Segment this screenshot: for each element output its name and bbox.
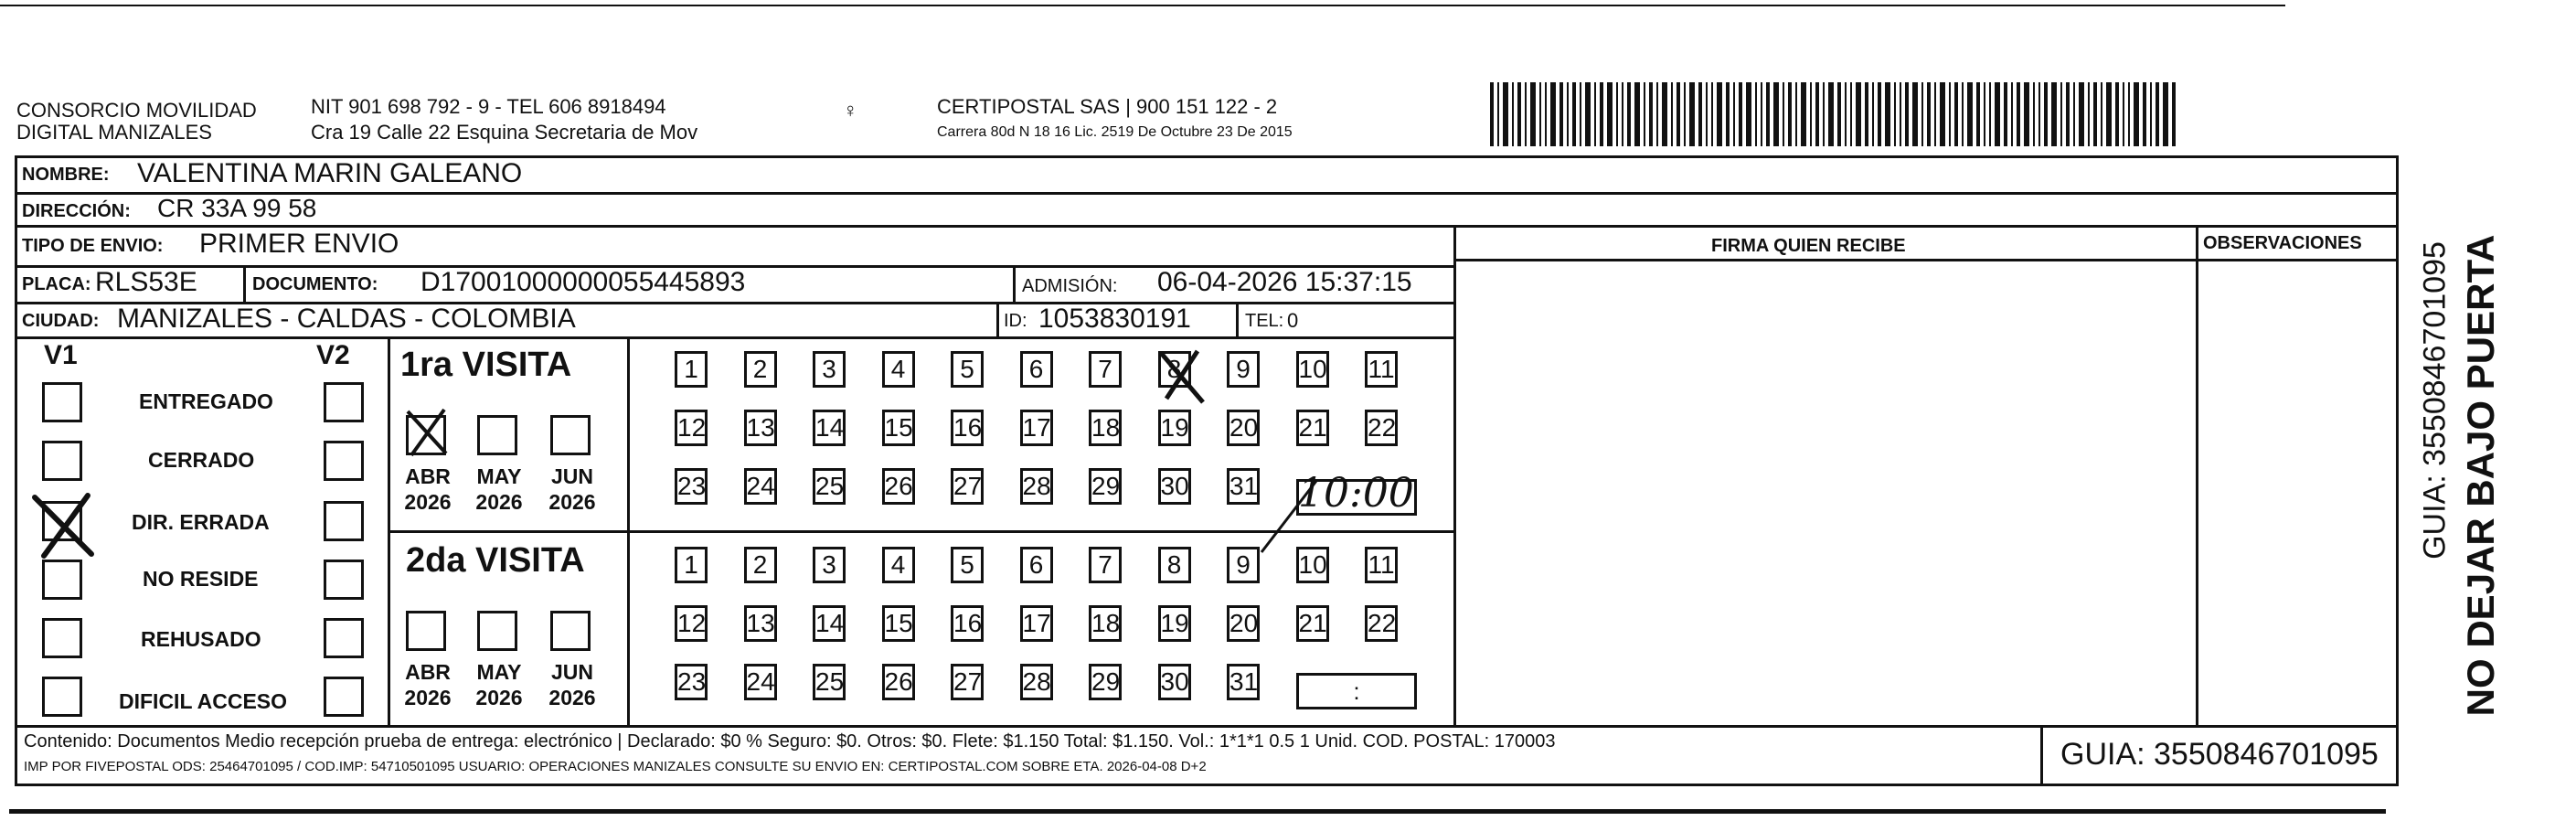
side-notice: NO DEJAR BAJO PUERTA (2459, 234, 2502, 717)
first-visit-day-14-box[interactable]: 14 (813, 410, 846, 446)
status-label: CERRADO (148, 448, 255, 472)
checkmark-x-icon (1155, 346, 1210, 410)
cell-divider (1013, 265, 1016, 302)
status-v1-cerrado-checkbox[interactable] (42, 441, 82, 481)
month-label: ABR (405, 660, 451, 684)
cell-divider (1236, 302, 1239, 336)
row-divider (15, 225, 2399, 228)
row-divider (15, 192, 2399, 195)
second-visit-day-23-box[interactable]: 23 (675, 664, 708, 700)
second-visit-day-31-box[interactable]: 31 (1227, 664, 1260, 700)
first-visit-day-28-box[interactable]: 28 (1020, 468, 1053, 505)
ciudad-label: CIUDAD: (22, 311, 100, 331)
first-visit-day-15-box[interactable]: 15 (882, 410, 915, 446)
footer-contents: Contenido: Documentos Medio recepción prueba de entrega: electrónico | Declarado: $0 % Seguro: $0. Otros: $0. Flete: $1.150 Total: $1.150. Vol.: 1*1*1 0.5 1 Unid. COD. POSTAL: 170003 (24, 731, 1556, 752)
second-visit-day-9-box[interactable]: 9 (1227, 547, 1260, 583)
month-label: ABR (405, 464, 451, 488)
first-visit-day-18-box[interactable]: 18 (1089, 410, 1122, 446)
direccion-value: CR 33A 99 58 (157, 194, 317, 222)
placa-value: RLS53E (95, 267, 197, 297)
month-label: MAY (476, 660, 522, 684)
second-visit-day-2-box[interactable]: 2 (744, 547, 777, 583)
row-divider (15, 336, 1455, 339)
second-visit-day-18-box[interactable]: 18 (1089, 605, 1122, 642)
second-visit-time-field[interactable]: : (1296, 673, 1417, 709)
footer-col-divider (2040, 725, 2043, 786)
second-visit-day-26-box[interactable]: 26 (882, 664, 915, 700)
status-v2-rehusado-checkbox[interactable] (324, 618, 364, 658)
observations-area[interactable] (2203, 265, 2395, 722)
second-visit-day-19-box[interactable]: 19 (1158, 605, 1191, 642)
first-visit-day-19-box[interactable]: 19 (1158, 410, 1191, 446)
side-guia: GUIA: 3550846701095 (2417, 241, 2453, 560)
first-visit-day-24-box[interactable]: 24 (744, 468, 777, 505)
status-label: NO RESIDE (143, 567, 259, 591)
second-visit-day-10-box[interactable]: 10 (1296, 547, 1329, 583)
header-divider (1455, 259, 2399, 261)
second-visit-month-may-checkbox[interactable] (477, 611, 517, 651)
second-visit-day-22-box[interactable]: 22 (1365, 605, 1398, 642)
first-visit-day-1-box[interactable]: 1 (675, 351, 708, 388)
company-nit: NIT 901 698 792 - 9 - TEL 606 8918494 (311, 95, 666, 118)
first-visit-day-27-box[interactable]: 27 (951, 468, 984, 505)
month-label: JUN (550, 464, 593, 488)
first-visit-title: 1ra VISITA (400, 346, 572, 384)
year-label: 2026 (475, 686, 523, 709)
first-visit-day-31-box[interactable]: 31 (1227, 468, 1260, 505)
second-visit-day-4-box[interactable]: 4 (882, 547, 915, 583)
first-visit-day-8-box[interactable]: 8 (1158, 351, 1191, 388)
direccion-label: DIRECCIÓN: (22, 201, 131, 221)
cut-line-top (0, 5, 2285, 6)
first-visit-time-handwritten: 10:00 (1298, 470, 1414, 517)
second-visit-day-24-box[interactable]: 24 (744, 664, 777, 700)
first-visit-day-22-box[interactable]: 22 (1365, 410, 1398, 446)
first-visit-day-11-box[interactable]: 11 (1365, 351, 1398, 388)
second-visit-day-7-box[interactable]: 7 (1089, 547, 1122, 583)
status-v1-entregado-checkbox[interactable] (42, 382, 82, 422)
year-label: 2026 (404, 490, 452, 514)
first-visit-day-13-box[interactable]: 13 (744, 410, 777, 446)
cell-divider (996, 302, 999, 336)
first-visit-day-29-box[interactable]: 29 (1089, 468, 1122, 505)
second-visit-day-21-box[interactable]: 21 (1296, 605, 1329, 642)
second-visit-day-15-box[interactable]: 15 (882, 605, 915, 642)
second-visit-day-30-box[interactable]: 30 (1158, 664, 1191, 700)
status-label: ENTREGADO (139, 389, 273, 413)
second-visit-day-17-box[interactable]: 17 (1020, 605, 1053, 642)
admision-label: ADMISIÓN: (1022, 276, 1118, 296)
first-visit-day-23-box[interactable]: 23 (675, 468, 708, 505)
status-label: DIFICIL ACCESO (119, 689, 288, 713)
second-visit-day-5-box[interactable]: 5 (951, 547, 984, 583)
tipo-envio-value: PRIMER ENVIO (199, 229, 399, 259)
status-v1-dificil-acceso-checkbox[interactable] (42, 677, 82, 717)
cut-line-bottom (9, 809, 2386, 814)
second-visit-day-28-box[interactable]: 28 (1020, 664, 1053, 700)
courier-name: CERTIPOSTAL SAS | 900 151 122 - 2 (937, 95, 1278, 118)
first-visit-day-6-box[interactable]: 6 (1020, 351, 1053, 388)
status-v2-cerrado-checkbox[interactable] (324, 441, 364, 481)
company-name-line1: CONSORCIO MOVILIDAD (16, 99, 257, 122)
id-value: 1053830191 (1038, 304, 1191, 334)
status-label: REHUSADO (141, 627, 261, 651)
observaciones-header: OBSERVACIONES (2203, 233, 2362, 253)
footer-print-info: IMP POR FIVEPOSTAL ODS: 25464701095 / COD.IMP: 54710501095 USUARIO: OPERACIONES MANIZALES CONSULTE SU ENVIO EN: CERTIPOSTAL.COM SOBRE ETA. 2026-04-08 D+2 (24, 759, 1207, 774)
second-visit-day-29-box[interactable]: 29 (1089, 664, 1122, 700)
admision-value: 06-04-2026 15:37:15 (1157, 267, 1412, 297)
documento-value: D17001000000055445893 (420, 267, 746, 297)
year-label: 2026 (404, 686, 452, 709)
second-visit-day-25-box[interactable]: 25 (813, 664, 846, 700)
v2-header: V2 (316, 340, 350, 370)
second-visit-day-20-box[interactable]: 20 (1227, 605, 1260, 642)
year-label: 2026 (548, 490, 596, 514)
status-v2-entregado-checkbox[interactable] (324, 382, 364, 422)
status-v2-no-reside-checkbox[interactable] (324, 560, 364, 600)
second-visit-day-11-box[interactable]: 11 (1365, 547, 1398, 583)
signature-area[interactable] (1461, 265, 2192, 722)
nombre-label: NOMBRE: (22, 165, 110, 185)
first-visit-day-2-box[interactable]: 2 (744, 351, 777, 388)
first-visit-day-3-box[interactable]: 3 (813, 351, 846, 388)
status-v1-no-reside-checkbox[interactable] (42, 560, 82, 600)
ciudad-value: MANIZALES - CALDAS - COLOMBIA (117, 304, 576, 334)
v1-header: V1 (44, 340, 78, 370)
first-visit-day-10-box[interactable]: 10 (1296, 351, 1329, 388)
second-visit-month-abr-checkbox[interactable] (406, 611, 446, 651)
second-visit-day-27-box[interactable]: 27 (951, 664, 984, 700)
first-visit-month-jun-checkbox[interactable] (550, 415, 591, 455)
tel-label: TEL: (1245, 311, 1284, 331)
month-label: MAY (476, 464, 522, 488)
status-v2-dir-errada-checkbox[interactable] (324, 501, 364, 541)
tipo-envio-label: TIPO DE ENVIO: (22, 236, 164, 256)
second-visit-month-jun-checkbox[interactable] (550, 611, 591, 651)
footer-guia: GUIA: 3550846701095 (2060, 737, 2379, 772)
first-visit-day-5-box[interactable]: 5 (951, 351, 984, 388)
id-label: ID: (1004, 311, 1027, 331)
documento-label: DOCUMENTO: (252, 274, 378, 294)
pen-stroke (1252, 475, 1325, 558)
first-visit-day-21-box[interactable]: 21 (1296, 410, 1329, 446)
nombre-value: VALENTINA MARIN GALEANO (137, 158, 523, 188)
second-visit-day-3-box[interactable]: 3 (813, 547, 846, 583)
first-visit-day-7-box[interactable]: 7 (1089, 351, 1122, 388)
first-visit-day-17-box[interactable]: 17 (1020, 410, 1053, 446)
second-visit-day-6-box[interactable]: 6 (1020, 547, 1053, 583)
status-v2-dificil-acceso-checkbox[interactable] (324, 677, 364, 717)
col-divider (2196, 225, 2198, 726)
checkmark-x-icon (399, 402, 457, 463)
year-label: 2026 (548, 686, 596, 709)
year-label: 2026 (475, 490, 523, 514)
firma-header: FIRMA QUIEN RECIBE (1711, 236, 1906, 256)
placa-label: PLACA: (22, 274, 91, 294)
checkmark-x-icon (27, 490, 101, 563)
first-visit-day-9-box[interactable]: 9 (1227, 351, 1260, 388)
status-v1-rehusado-checkbox[interactable] (42, 618, 82, 658)
first-visit-day-30-box[interactable]: 30 (1158, 468, 1191, 505)
month-label: JUN (550, 660, 593, 684)
cell-divider (243, 265, 246, 302)
second-visit-day-14-box[interactable]: 14 (813, 605, 846, 642)
tel-value: 0 (1287, 309, 1299, 332)
second-visit-day-8-box[interactable]: 8 (1158, 547, 1191, 583)
company-address: Cra 19 Calle 22 Esquina Secretaria de Mov (311, 121, 698, 144)
first-visit-day-16-box[interactable]: 16 (951, 410, 984, 446)
courier-logo-icon: ♀ (843, 99, 858, 122)
barcode (1490, 82, 2176, 146)
courier-address: Carrera 80d N 18 16 Lic. 2519 De Octubre 23 De 2015 (937, 124, 1293, 140)
second-visit-day-13-box[interactable]: 13 (744, 605, 777, 642)
company-name-line2: DIGITAL MANIZALES (16, 121, 212, 144)
first-visit-day-25-box[interactable]: 25 (813, 468, 846, 505)
second-visit-title: 2da VISITA (406, 541, 585, 580)
first-visit-day-26-box[interactable]: 26 (882, 468, 915, 505)
col-divider (1453, 225, 1456, 726)
first-visit-day-4-box[interactable]: 4 (882, 351, 915, 388)
status-label: DIR. ERRADA (132, 510, 270, 534)
first-visit-month-may-checkbox[interactable] (477, 415, 517, 455)
first-visit-day-12-box[interactable]: 12 (675, 410, 708, 446)
first-visit-day-20-box[interactable]: 20 (1227, 410, 1260, 446)
second-visit-day-16-box[interactable]: 16 (951, 605, 984, 642)
second-visit-day-12-box[interactable]: 12 (675, 605, 708, 642)
second-visit-day-1-box[interactable]: 1 (675, 547, 708, 583)
